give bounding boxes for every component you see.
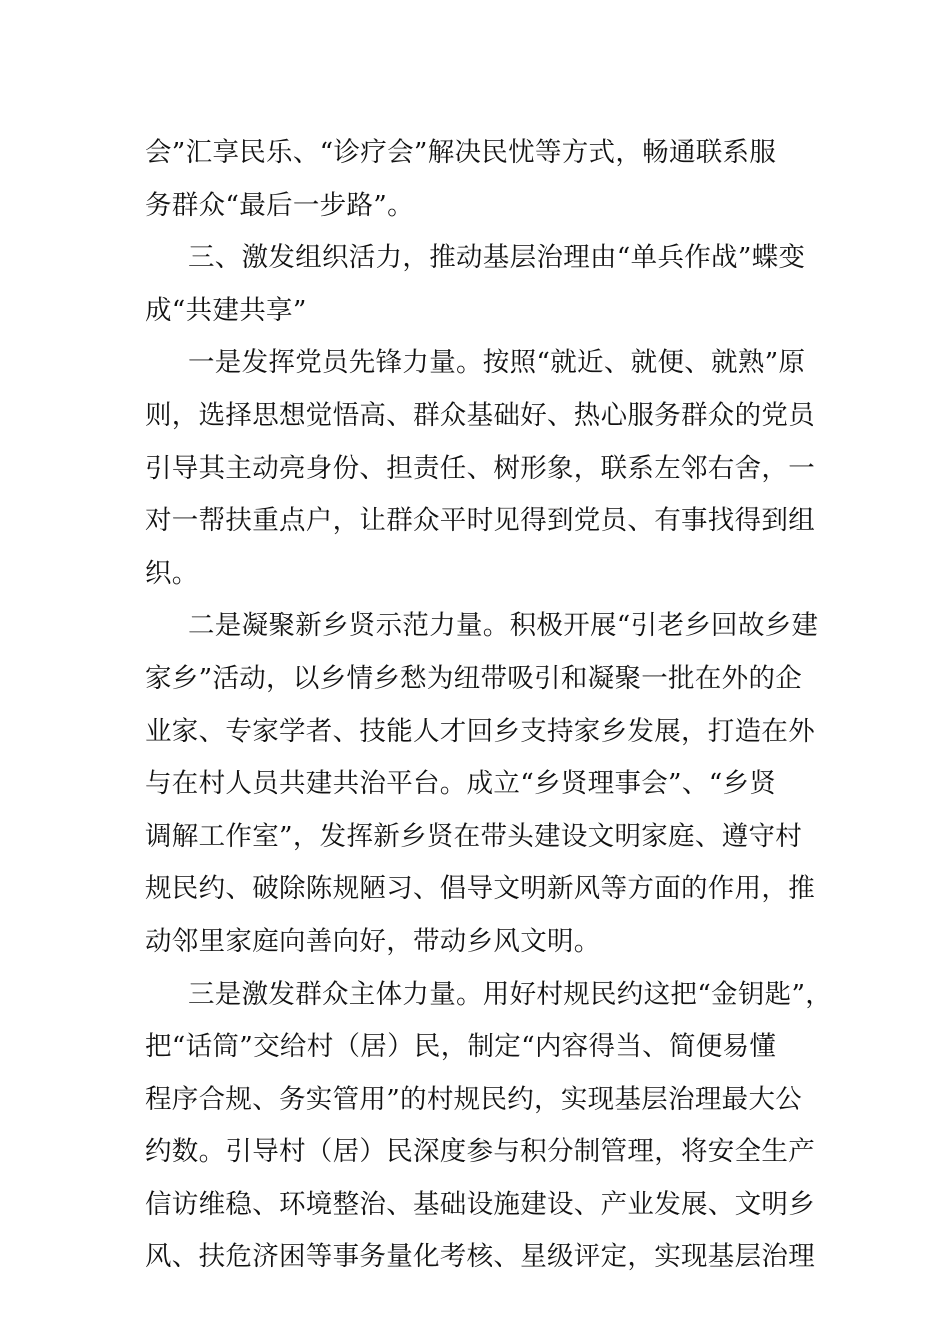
text-line: 家乡”活动，以乡情乡愁为纽带吸引和凝聚一批在外的企 — [145, 662, 803, 694]
text-line: 引导其主动亮身份、担责任、树形象，联系左邻右舍，一 — [145, 452, 815, 484]
text-line: 调解工作室”，发挥新乡贤在带头建设文明家庭、遵守村 — [145, 820, 803, 852]
body-text — [145, 127, 833, 1284]
text-line: 与在村人员共建共治平台。成立“乡贤理事会”、“乡贤 — [145, 768, 777, 800]
section-heading-line: 三、激发组织活力，推动基层治理由“单兵作战”蝶变 — [188, 242, 806, 274]
text-line: 程序合规、务实管用”的村规民约，实现基层治理最大公 — [145, 1083, 803, 1115]
text-line: 会”汇享民乐、“诊疗会”解决民忧等方式，畅通联系服 — [145, 137, 777, 168]
paragraph-start-line: 二是凝聚新乡贤示范力量。积极开展“引老乡回故乡建 — [188, 610, 819, 642]
paragraph-start-line: 一是发挥党员先锋力量。按照“就近、就便、就熟”原 — [188, 347, 806, 379]
text-line: 约数。引导村（居）民深度参与积分制管理，将安全生产 — [145, 1136, 815, 1168]
text-line: 则，选择思想觉悟高、群众基础好、热心服务群众的党员 — [145, 399, 815, 431]
text-line: 动邻里家庭向善向好，带动乡风文明。 — [145, 925, 601, 957]
paragraph-start-line: 三是激发群众主体力量。用好村规民约这把“金钥匙”， — [188, 978, 833, 1010]
text-line: 信访维稳、环境整治、基础设施建设、产业发展、文明乡 — [145, 1188, 815, 1220]
text-line: 织。 — [145, 557, 199, 589]
text-line: 业家、专家学者、技能人才回乡支持家乡发展，打造在外 — [145, 715, 815, 747]
text-line: 对一帮扶重点户，让群众平时见得到党员、有事找得到组 — [145, 505, 815, 537]
text-line: 风、扶危济困等事务量化考核、星级评定，实现基层治理 — [145, 1241, 815, 1273]
text-line: 把“话筒”交给村（居）民，制定“内容得当、简便易懂 — [145, 1031, 777, 1063]
text-line: 务群众“最后一步路”。 — [145, 189, 414, 221]
section-heading-line: 成“共建共享” — [145, 294, 307, 326]
text-line: 规民约、破除陈规陋习、倡导文明新风等方面的作用，推 — [145, 873, 815, 905]
